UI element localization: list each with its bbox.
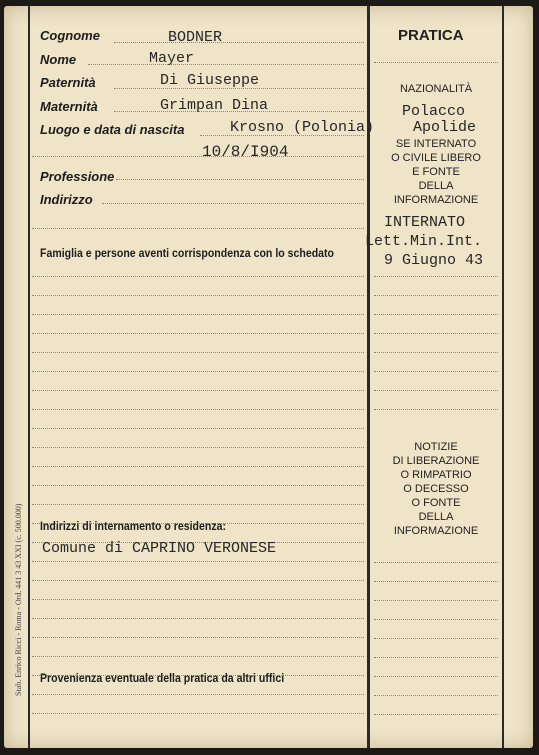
ruling-line <box>32 428 364 429</box>
center-divider-line <box>367 6 370 748</box>
ruling-line <box>32 409 364 410</box>
label-internato-line: O CIVILE LIBERO <box>391 152 481 164</box>
ruling-line <box>374 314 498 315</box>
label-internato-block <box>370 137 502 207</box>
label-internato-line: DELLA <box>418 180 454 192</box>
ruling-line <box>88 64 364 65</box>
ruling-line <box>32 637 364 638</box>
value-nome: Mayer <box>149 50 195 67</box>
label-notizie-line: DELLA <box>418 511 454 523</box>
label-notizie-line: NOTIZIE <box>414 441 458 453</box>
value-data: 10/8/I904 <box>202 143 289 161</box>
ruling-line <box>374 409 498 410</box>
ruling-line <box>374 695 498 696</box>
ruling-line <box>32 485 364 486</box>
ruling-line <box>374 295 498 296</box>
label-paternita: Paternità <box>40 75 96 90</box>
label-internato-line: E FONTE <box>412 166 460 178</box>
ruling-line <box>32 599 364 600</box>
value-lett-min-int: Lett.Min.Int. <box>365 233 483 250</box>
ruling-line <box>32 466 364 467</box>
value-nazionalita: Polacco <box>402 103 466 120</box>
ruling-line <box>32 618 364 619</box>
ruling-line <box>32 314 364 315</box>
ruling-line <box>32 156 364 157</box>
value-maternita: Grimpan Dina <box>160 97 269 114</box>
ruling-line <box>374 638 498 639</box>
ruling-line <box>116 179 364 180</box>
value-apolide: Apolide <box>413 119 477 136</box>
ruling-line <box>32 504 364 505</box>
right-inner-line <box>502 6 504 748</box>
value-data-giugno: 9 Giugno 43 <box>384 252 484 269</box>
label-cognome: Cognome <box>40 28 100 43</box>
ruling-line <box>32 447 364 448</box>
ruling-line <box>32 390 364 391</box>
label-famiglia: Famiglia e persone aventi corrispondenza con lo schedato <box>40 246 335 260</box>
ruling-line <box>32 276 364 277</box>
ruling-line <box>32 561 364 562</box>
record-card <box>4 6 533 748</box>
ruling-line <box>374 676 498 677</box>
printer-imprint: Stab. Enrico Ricci - Roma - Ord. 441 3 43 XXI (c. 500.000) <box>14 503 23 696</box>
label-notizie-line: O FONTE <box>411 497 461 509</box>
ruling-line <box>32 228 364 229</box>
label-notizie-block <box>370 440 502 538</box>
label-provenienza: Provenienza eventuale della pratica da altri uffici <box>40 671 285 685</box>
ruling-line <box>374 657 498 658</box>
label-notizie-line: INFORMAZIONE <box>393 525 479 537</box>
ruling-line <box>374 562 498 563</box>
label-notizie-line: O RIMPATRIO <box>400 469 472 481</box>
ruling-line <box>374 581 498 582</box>
ruling-line <box>102 203 364 204</box>
label-indirizzo: Indirizzo <box>40 192 93 207</box>
ruling-line <box>32 694 364 695</box>
ruling-line <box>374 352 498 353</box>
ruling-line <box>374 390 498 391</box>
left-border-line <box>28 6 30 748</box>
label-luogo-data: Luogo e data di nascita <box>40 122 185 137</box>
ruling-line <box>114 42 364 43</box>
label-professione: Professione <box>40 169 115 184</box>
ruling-line <box>32 295 364 296</box>
value-cognome: BODNER <box>168 29 223 46</box>
label-notizie-line: DI LIBERAZIONE <box>392 455 480 467</box>
ruling-line <box>32 333 364 334</box>
ruling-line <box>374 276 498 277</box>
label-nazionalita: NAZIONALITÀ <box>399 83 473 95</box>
label-internato-line: INFORMAZIONE <box>393 194 479 206</box>
ruling-line <box>32 713 364 714</box>
value-residenza: Comune di CAPRINO VERONESE <box>42 540 277 557</box>
pratica-title: PRATICA <box>398 27 464 44</box>
ruling-line <box>374 600 498 601</box>
ruling-line <box>32 580 364 581</box>
ruling-line <box>374 371 498 372</box>
ruling-line <box>32 352 364 353</box>
label-notizie-line: O DECESSO <box>403 483 469 495</box>
value-paternita: Di Giuseppe <box>160 72 260 89</box>
ruling-line <box>32 656 364 657</box>
ruling-line <box>374 619 498 620</box>
label-nome: Nome <box>40 52 77 67</box>
ruling-line <box>374 62 498 63</box>
ruling-line <box>32 371 364 372</box>
ruling-line <box>374 714 498 715</box>
value-luogo: Krosno (Polonia) <box>230 119 375 136</box>
label-internato-line: SE INTERNATO <box>395 138 477 150</box>
value-internato: INTERNATO <box>384 214 466 231</box>
label-maternita: Maternità <box>40 99 98 114</box>
label-indirizzi-internamento: Indirizzi di internamento o residenza: <box>40 519 226 533</box>
ruling-line <box>374 333 498 334</box>
